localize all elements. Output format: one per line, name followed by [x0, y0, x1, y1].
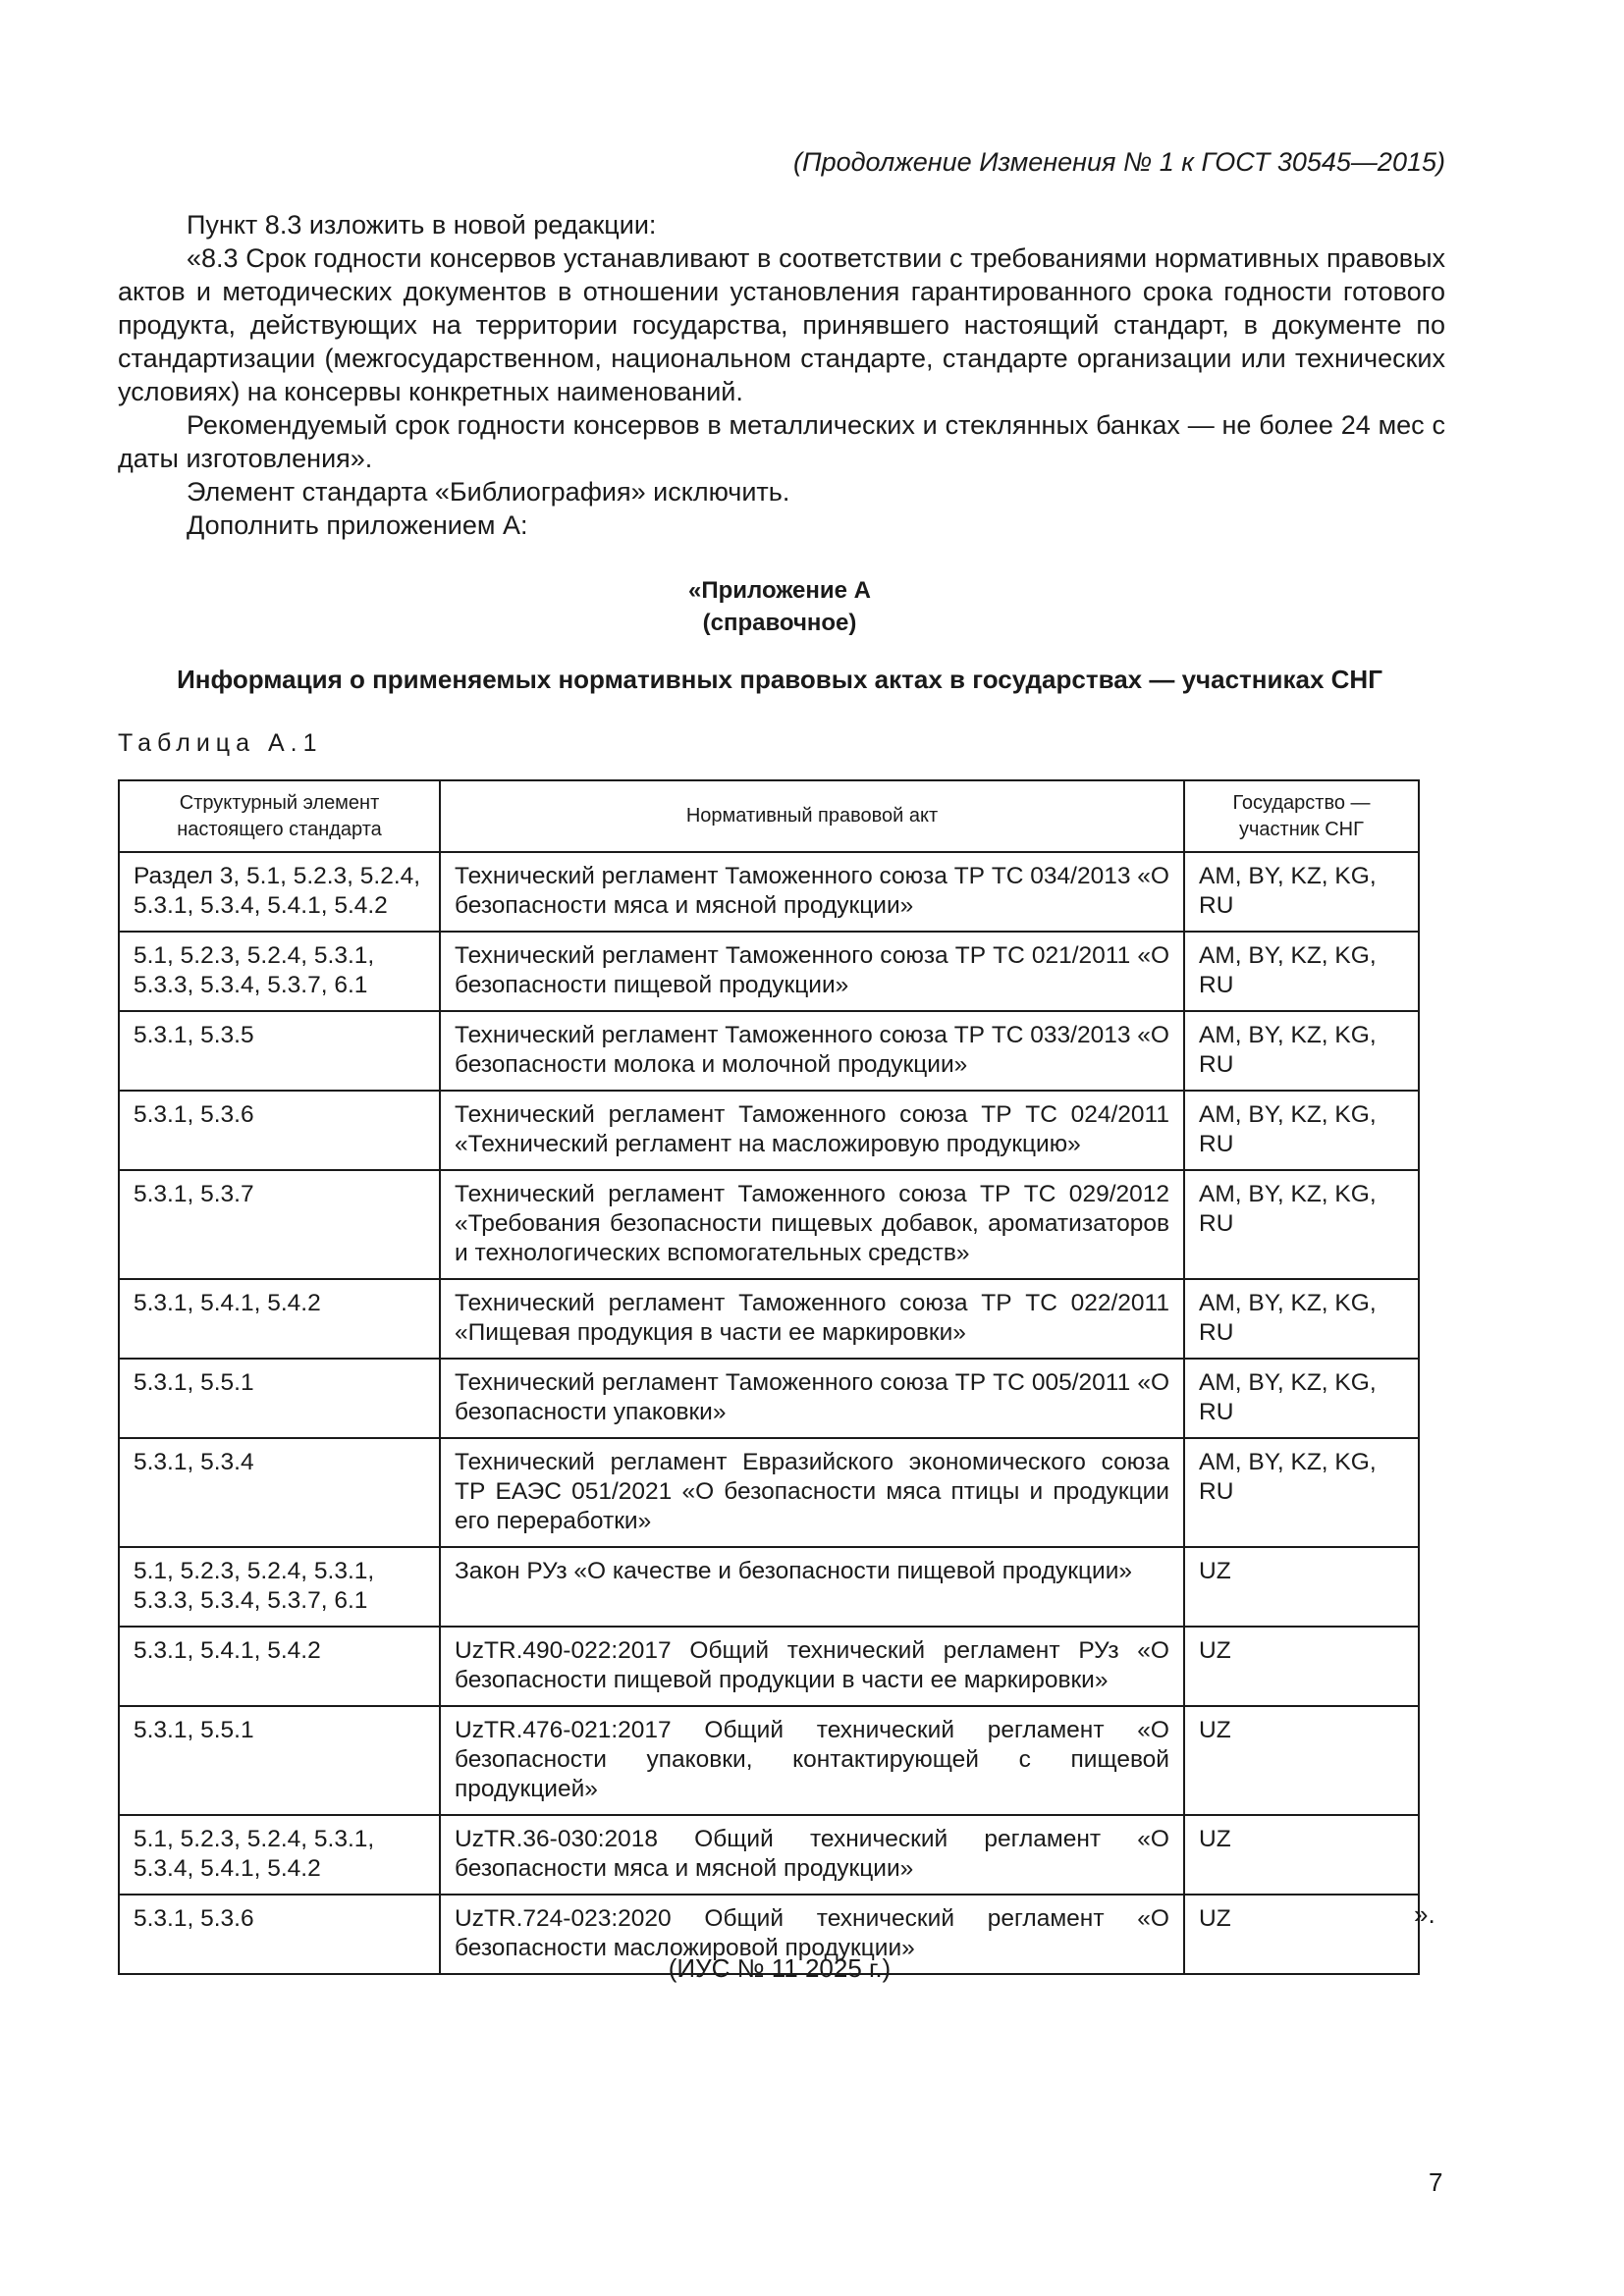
header-act: Нормативный правовой акт — [440, 780, 1184, 852]
cell-act: Технический регламент Таможенного союза ТР ТС 033/2013 «О безопасности молока и молочной продукции» — [440, 1011, 1184, 1091]
header-state: Государство — участник СНГ — [1184, 780, 1419, 852]
cell-act: Технический регламент Таможенного союза ТР ТС 021/2011 «О безопасности пищевой продукции» — [440, 932, 1184, 1011]
info-title: Информация о применяемых нормативных правовых актах в государствах — участниках СНГ — [177, 665, 1382, 694]
cell-element: 5.1, 5.2.3, 5.2.4, 5.3.1, 5.3.3, 5.3.4, 5.3.7, 6.1 — [119, 1547, 440, 1627]
cell-element: 5.1, 5.2.3, 5.2.4, 5.3.1, 5.3.4, 5.4.1, 5.4.2 — [119, 1815, 440, 1895]
cell-element: 5.3.1, 5.3.7 — [119, 1170, 440, 1279]
table-row — [119, 1170, 1419, 1279]
cell-element: 5.3.1, 5.3.5 — [119, 1011, 440, 1091]
cell-act: Технический регламент Таможенного союза ТР ТС 029/2012 «Требования безопасности пищевых добавок, ароматизаторов и технологических вспомогательных средств» — [440, 1170, 1184, 1279]
cell-act: Технический регламент Таможенного союза ТР ТС 005/2011 «О безопасности упаковки» — [440, 1359, 1184, 1438]
cell-state: UZ — [1184, 1815, 1419, 1895]
paragraph: Элемент стандарта «Библиография» исключить. — [187, 477, 790, 507]
cell-element: 5.3.1, 5.3.4 — [119, 1438, 440, 1547]
cell-act: Технический регламент Таможенного союза ТР ТС 034/2013 «О безопасности мяса и мясной продукции» — [440, 852, 1184, 932]
table-row — [119, 1359, 1419, 1438]
page-number: 7 — [1429, 2167, 1443, 2197]
appendix-heading — [0, 574, 1559, 639]
cell-state: UZ — [1184, 1547, 1419, 1627]
cell-element: 5.3.1, 5.3.6 — [119, 1091, 440, 1170]
table-row — [119, 1091, 1419, 1170]
amendment-text — [118, 208, 1445, 542]
cell-state: UZ — [1184, 1895, 1419, 1974]
table-row — [119, 1815, 1419, 1895]
table-header-row — [119, 780, 1419, 852]
cell-element: 5.3.1, 5.5.1 — [119, 1359, 440, 1438]
cell-element: 5.3.1, 5.3.6 — [119, 1895, 440, 1974]
header-element: Структурный элемент настоящего стандарта — [119, 780, 440, 852]
cell-element: Раздел 3, 5.1, 5.2.3, 5.2.4, 5.3.1, 5.3.4, 5.4.1, 5.4.2 — [119, 852, 440, 932]
cell-state: AM, BY, KZ, KG, RU — [1184, 852, 1419, 932]
cell-state: AM, BY, KZ, KG, RU — [1184, 1279, 1419, 1359]
cell-element: 5.3.1, 5.5.1 — [119, 1706, 440, 1815]
table-caption: Таблица А.1 — [118, 729, 323, 757]
cell-act: Технический регламент Таможенного союза ТР ТС 024/2011 «Технический регламент на масложировую продукцию» — [440, 1091, 1184, 1170]
ius-note: (ИУС № 11 2025 г.) — [668, 1953, 892, 1983]
cell-state: AM, BY, KZ, KG, RU — [1184, 1438, 1419, 1547]
table-row — [119, 1547, 1419, 1627]
table-row — [119, 1438, 1419, 1547]
cell-act: Закон РУз «О качестве и безопасности пищевой продукции» — [440, 1547, 1184, 1627]
closing-quote: ». — [1414, 1899, 1435, 1929]
cell-act: UzTR.490-022:2017 Общий технический регламент РУз «О безопасности пищевой продукции в части ее маркировки» — [440, 1627, 1184, 1706]
paragraph: Пункт 8.3 изложить в новой редакции: — [187, 210, 657, 240]
normative-acts-table — [118, 779, 1420, 1975]
running-head: (Продолжение Изменения № 1 к ГОСТ 30545—2015) — [793, 147, 1445, 177]
table-row — [119, 932, 1419, 1011]
cell-act: UzTR.36-030:2018 Общий технический регламент «О безопасности мяса и мясной продукции» — [440, 1815, 1184, 1895]
cell-act: UzTR.476-021:2017 Общий технический регламент «О безопасности упаковки, контактирующей с пищевой продукцией» — [440, 1706, 1184, 1815]
cell-state: UZ — [1184, 1706, 1419, 1815]
paragraph: Дополнить приложением А: — [187, 510, 528, 540]
cell-state: AM, BY, KZ, KG, RU — [1184, 1011, 1419, 1091]
cell-state: AM, BY, KZ, KG, RU — [1184, 1170, 1419, 1279]
cell-state: AM, BY, KZ, KG, RU — [1184, 932, 1419, 1011]
cell-act: Технический регламент Евразийского экономического союза ТР ЕАЭС 051/2021 «О безопасности мяса птицы и продукции его переработки» — [440, 1438, 1184, 1547]
cell-act: UzTR.724-023:2020 Общий технический регламент «О безопасности масложировой продукции» — [440, 1895, 1184, 1974]
appendix-title: «Приложение А — [688, 577, 871, 604]
cell-element: 5.1, 5.2.3, 5.2.4, 5.3.1, 5.3.3, 5.3.4, 5.3.7, 6.1 — [119, 932, 440, 1011]
table-row — [119, 852, 1419, 932]
table-row — [119, 1706, 1419, 1815]
cell-act: Технический регламент Таможенного союза ТР ТС 022/2011 «Пищевая продукция в части ее маркировки» — [440, 1279, 1184, 1359]
cell-state: AM, BY, KZ, KG, RU — [1184, 1091, 1419, 1170]
cell-state: AM, BY, KZ, KG, RU — [1184, 1359, 1419, 1438]
cell-element: 5.3.1, 5.4.1, 5.4.2 — [119, 1627, 440, 1706]
appendix-subtitle: (справочное) — [702, 610, 857, 636]
paragraph: «8.3 Срок годности консервов устанавливают в соответствии с требованиями нормативных правовых актов и методических документов в отношении установления гарантированного срока годности готового продукта, действующих на территории государства, принявшего настоящий стандарт, в документе по стандартизации (межгосударственном, национальном стандарте, стандарте организации или технических условиях) на консервы конкретных наименований. — [118, 243, 1445, 406]
table-row — [119, 1279, 1419, 1359]
table-row — [119, 1011, 1419, 1091]
cell-state: UZ — [1184, 1627, 1419, 1706]
table-row — [119, 1627, 1419, 1706]
paragraph: Рекомендуемый срок годности консервов в металлических и стеклянных банках — не более 24 мес с даты изготовления». — [118, 410, 1445, 473]
cell-element: 5.3.1, 5.4.1, 5.4.2 — [119, 1279, 440, 1359]
